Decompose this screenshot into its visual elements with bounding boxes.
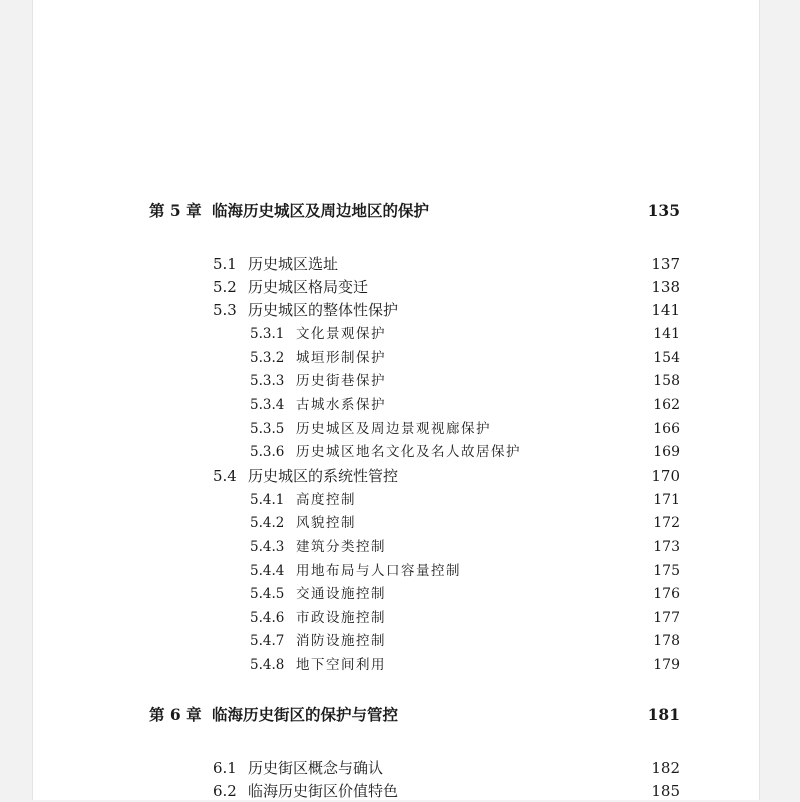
toc-subsection[interactable] — [33, 347, 759, 369]
subsection-title: 历史城区地名文化及名人故居保护 — [296, 444, 521, 460]
section-title: 历史街区概念与确认 — [248, 759, 384, 777]
subsection-number: 5.4.3 — [250, 539, 285, 555]
subsection-number: 5.4.2 — [250, 515, 285, 531]
chapter-number: 第 5 章 — [149, 201, 202, 220]
page-number: 182 — [651, 759, 680, 777]
section-number: 5.3 — [213, 301, 237, 319]
page-number: 138 — [651, 278, 680, 296]
subsection-number: 5.4.7 — [250, 633, 285, 649]
section-title: 历史城区格局变迁 — [248, 278, 369, 296]
page-number: 179 — [653, 657, 680, 673]
page-number: 166 — [653, 421, 680, 437]
page-number: 169 — [653, 444, 680, 460]
subsection-number: 5.3.1 — [250, 326, 285, 342]
subsection-title: 地下空间利用 — [296, 657, 386, 673]
document-page — [32, 0, 760, 800]
subsection-title: 消防设施控制 — [296, 633, 386, 649]
page-number: 162 — [653, 397, 680, 413]
toc-chapter[interactable] — [33, 200, 759, 222]
subsection-title: 文化景观保护 — [296, 326, 386, 342]
page-number: 141 — [651, 301, 680, 319]
toc-subsection[interactable] — [33, 323, 759, 345]
subsection-title: 市政设施控制 — [296, 610, 386, 626]
page-number: 137 — [651, 255, 680, 273]
toc-section[interactable] — [33, 276, 759, 298]
page-number: 178 — [653, 633, 680, 649]
chapter-number: 第 6 章 — [149, 705, 202, 724]
toc-subsection[interactable] — [33, 630, 759, 652]
section-title: 历史城区的系统性管控 — [248, 467, 399, 485]
subsection-number: 5.4.4 — [250, 563, 285, 579]
toc-subsection[interactable] — [33, 583, 759, 605]
section-number: 5.2 — [213, 278, 237, 296]
section-number: 5.4 — [213, 467, 237, 485]
toc-section[interactable] — [33, 253, 759, 275]
toc-section[interactable] — [33, 299, 759, 321]
subsection-number: 5.4.8 — [250, 657, 285, 673]
section-number: 5.1 — [213, 255, 237, 273]
page-number: 170 — [651, 467, 680, 485]
section-title: 历史城区的整体性保护 — [248, 301, 399, 319]
page-number: 185 — [651, 782, 680, 800]
subsection-number: 5.3.5 — [250, 421, 285, 437]
toc-subsection[interactable] — [33, 654, 759, 676]
section-title: 历史城区选址 — [248, 255, 339, 273]
toc-subsection[interactable] — [33, 560, 759, 582]
toc-section[interactable] — [33, 757, 759, 779]
subsection-number: 5.3.2 — [250, 350, 285, 366]
toc-subsection[interactable] — [33, 394, 759, 416]
subsection-title: 历史城区及周边景观视廊保护 — [296, 421, 491, 437]
toc-subsection[interactable] — [33, 607, 759, 629]
subsection-number: 5.3.3 — [250, 373, 285, 389]
page-number: 158 — [653, 373, 680, 389]
section-number: 6.2 — [213, 782, 237, 800]
section-title: 临海历史街区价值特色 — [248, 782, 399, 800]
page-number: 175 — [653, 563, 680, 579]
toc-subsection[interactable] — [33, 418, 759, 440]
subsection-number: 5.3.4 — [250, 397, 285, 413]
toc-subsection[interactable] — [33, 536, 759, 558]
subsection-title: 历史街巷保护 — [296, 373, 386, 389]
page-number: 176 — [653, 586, 680, 602]
subsection-title: 用地布局与人口容量控制 — [296, 563, 461, 579]
page-number: 181 — [647, 705, 680, 724]
page-number: 172 — [653, 515, 680, 531]
subsection-number: 5.4.5 — [250, 586, 285, 602]
subsection-title: 城垣形制保护 — [296, 350, 386, 366]
toc-subsection[interactable] — [33, 370, 759, 392]
chapter-title: 临海历史城区及周边地区的保护 — [212, 201, 430, 220]
subsection-number: 5.4.6 — [250, 610, 285, 626]
toc-subsection[interactable] — [33, 489, 759, 511]
subsection-number: 5.4.1 — [250, 492, 285, 508]
toc-section[interactable] — [33, 780, 759, 802]
page-number: 135 — [647, 201, 680, 220]
subsection-title: 古城水系保护 — [296, 397, 386, 413]
subsection-title: 交通设施控制 — [296, 586, 386, 602]
page-number: 171 — [653, 492, 680, 508]
toc-section[interactable] — [33, 465, 759, 487]
toc-subsection[interactable] — [33, 441, 759, 463]
subsection-title: 风貌控制 — [296, 515, 356, 531]
toc-subsection[interactable] — [33, 512, 759, 534]
page-number: 177 — [653, 610, 680, 626]
toc-chapter[interactable] — [33, 704, 759, 726]
subsection-title: 建筑分类控制 — [296, 539, 386, 555]
chapter-title: 临海历史街区的保护与管控 — [212, 705, 399, 724]
subsection-number: 5.3.6 — [250, 444, 285, 460]
page-number: 173 — [653, 539, 680, 555]
page-number: 141 — [653, 326, 680, 342]
page-number: 154 — [653, 350, 680, 366]
subsection-title: 高度控制 — [296, 492, 356, 508]
section-number: 6.1 — [213, 759, 237, 777]
